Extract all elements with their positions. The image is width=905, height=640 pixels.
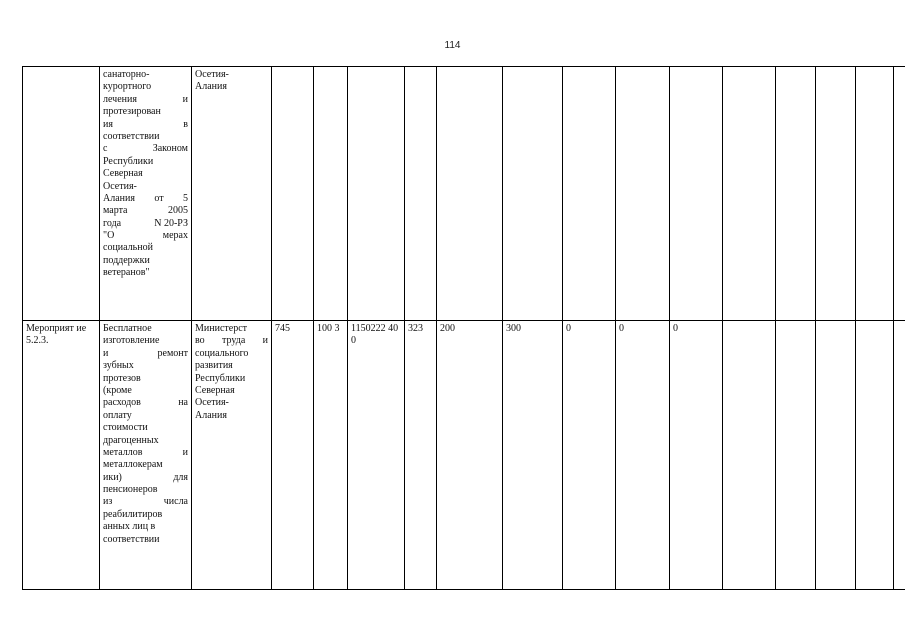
value-cell <box>816 321 856 590</box>
budget-table <box>22 66 905 590</box>
text-line <box>103 348 188 360</box>
text-line <box>103 447 188 459</box>
value-cell: 300 <box>503 321 563 590</box>
text-word: Северная <box>103 168 143 180</box>
text-word: в <box>183 118 188 130</box>
value-cell <box>405 67 437 321</box>
text-line <box>103 496 188 508</box>
value-cell <box>670 67 723 321</box>
value-cell <box>616 67 670 321</box>
text-line <box>103 168 188 180</box>
text-word: марта <box>103 205 128 217</box>
text-word: Алания <box>195 409 227 421</box>
text-word: года <box>103 217 122 229</box>
activity-text: Мероприят ие 5.2.3. <box>26 323 87 347</box>
text-word: и <box>182 446 188 458</box>
text-word: и <box>262 335 268 347</box>
value-cell: 100 3 <box>314 321 348 590</box>
text-line <box>103 143 188 155</box>
value-cell: 200 <box>437 321 503 590</box>
text-word: соответствии <box>103 533 160 545</box>
text-word: анных лиц в <box>103 521 156 533</box>
executor-text <box>195 69 268 94</box>
text-word: и <box>103 347 109 359</box>
text-line <box>103 131 188 143</box>
text-word: N 20-РЗ <box>154 217 188 229</box>
text-word: Законом <box>152 143 188 155</box>
text-line <box>195 410 268 422</box>
text-word: протезирован <box>103 106 161 118</box>
text-word: оплату <box>103 409 132 421</box>
text-word: социального <box>195 347 249 359</box>
text-line <box>103 119 188 131</box>
value-cell: 0 <box>616 321 670 590</box>
activity-cell <box>23 321 100 590</box>
text-word: соответствии <box>103 130 160 142</box>
text-line <box>103 397 188 409</box>
value-cell <box>272 67 314 321</box>
text-line <box>103 360 188 372</box>
text-line <box>195 373 268 385</box>
value-cell: 745 <box>272 321 314 590</box>
text-line <box>195 385 268 397</box>
value-cell <box>348 67 405 321</box>
description-text <box>103 69 188 280</box>
text-line <box>103 205 188 217</box>
text-word: Министерст <box>195 323 248 334</box>
text-word: металлокерам <box>103 459 163 471</box>
value-cell <box>894 321 905 590</box>
text-line <box>103 181 188 193</box>
value-cell: 1150222 400 <box>348 321 405 590</box>
value-cell <box>437 67 503 321</box>
text-line <box>103 81 188 93</box>
text-word: ветеранов" <box>103 267 150 279</box>
value-cell <box>816 67 856 321</box>
value-cell: 0 <box>563 321 616 590</box>
text-word: с <box>103 143 108 155</box>
description-cell <box>100 321 192 590</box>
value-cell: 323 <box>405 321 437 590</box>
value-cell <box>723 67 776 321</box>
text-word: Бесплатное <box>103 323 152 334</box>
text-word: лечения <box>103 93 137 105</box>
text-line <box>103 459 188 471</box>
text-word: Республики <box>103 155 154 167</box>
text-line <box>103 230 188 242</box>
text-word: во <box>195 335 205 347</box>
text-word: ия <box>103 118 113 130</box>
value-cell <box>856 321 894 590</box>
value-cell <box>894 67 905 321</box>
text-word: поддержки <box>103 254 150 266</box>
text-line <box>103 69 188 81</box>
text-line <box>195 323 268 335</box>
value-cell <box>503 67 563 321</box>
text-word: на <box>178 397 188 409</box>
executor-cell <box>192 321 272 590</box>
table-row <box>23 321 905 590</box>
text-line <box>103 472 188 484</box>
text-line <box>103 106 188 118</box>
text-word: от <box>154 192 164 204</box>
text-word: из <box>103 496 113 508</box>
text-word: санаторно- <box>103 69 150 80</box>
table-row <box>23 67 905 321</box>
text-line <box>103 410 188 422</box>
text-line <box>103 267 188 279</box>
text-word: Осетия- <box>195 397 229 409</box>
text-word: 2005 <box>168 205 188 217</box>
text-word: Республики <box>195 372 246 384</box>
text-word: мерах <box>162 230 188 242</box>
value-cell: 0 <box>670 321 723 590</box>
text-word: драгоценных <box>103 434 159 446</box>
text-word: социальной <box>103 242 153 254</box>
text-line <box>195 335 268 347</box>
text-line <box>195 81 268 93</box>
text-line <box>103 193 188 205</box>
text-word: зубных <box>103 360 134 372</box>
text-word: "О <box>103 230 115 242</box>
text-line <box>103 534 188 546</box>
text-word: (кроме <box>103 384 132 396</box>
text-line <box>195 397 268 409</box>
value-cell <box>723 321 776 590</box>
value-cell <box>856 67 894 321</box>
text-word: и <box>182 93 188 105</box>
executor-cell <box>192 67 272 321</box>
text-word: развития <box>195 360 233 372</box>
text-line <box>103 218 188 230</box>
value-cell <box>776 321 816 590</box>
page-number: 114 <box>444 40 461 51</box>
text-line <box>103 435 188 447</box>
text-word: Осетия- <box>195 69 229 80</box>
description-text <box>103 323 188 546</box>
text-line <box>103 94 188 106</box>
text-word: ики) <box>103 471 122 483</box>
text-word: курортного <box>103 81 152 93</box>
text-line <box>195 360 268 372</box>
text-line <box>103 385 188 397</box>
value-cell <box>314 67 348 321</box>
text-line <box>103 156 188 168</box>
activity-cell <box>23 67 100 321</box>
text-word: пенсионеров <box>103 484 158 496</box>
text-line <box>195 69 268 81</box>
text-word: изготовление <box>103 335 160 347</box>
executor-text <box>195 323 268 422</box>
text-word: 5 <box>182 192 188 204</box>
text-line <box>103 255 188 267</box>
text-word: стоимости <box>103 422 148 434</box>
text-word: Алания <box>195 81 227 93</box>
text-line <box>103 484 188 496</box>
text-word: металлов <box>103 446 143 458</box>
description-cell <box>100 67 192 321</box>
text-line <box>103 509 188 521</box>
text-word: Алания <box>103 192 135 204</box>
text-word: протезов <box>103 372 141 384</box>
text-line <box>195 348 268 360</box>
text-line <box>103 323 188 335</box>
value-cell <box>776 67 816 321</box>
text-word: числа <box>163 496 188 508</box>
text-line <box>103 373 188 385</box>
text-word: Северная <box>195 384 235 396</box>
text-line <box>103 335 188 347</box>
text-word: Осетия- <box>103 180 137 192</box>
text-line <box>103 242 188 254</box>
text-word: для <box>173 471 188 483</box>
text-word: труда <box>222 335 246 347</box>
text-line <box>103 521 188 533</box>
text-word: расходов <box>103 397 141 409</box>
text-word: реабилитиров <box>103 508 163 520</box>
text-word: ремонт <box>157 347 188 359</box>
text-line <box>103 422 188 434</box>
value-cell <box>563 67 616 321</box>
